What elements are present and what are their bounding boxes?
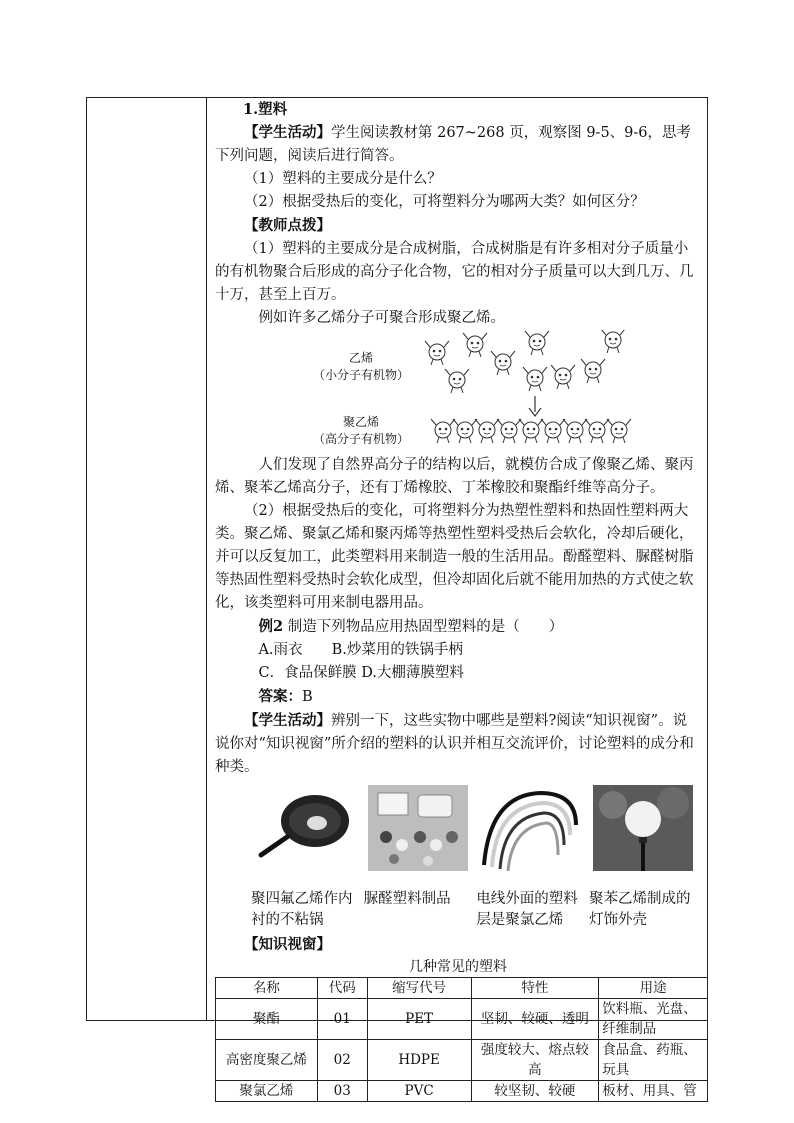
example-label: 例2 xyxy=(258,618,284,635)
example-question: 例2 制造下列物品应用热固型塑料的是（ ） xyxy=(258,618,564,635)
table-header: 名称 xyxy=(216,978,318,999)
table-title: 几种常见的塑料 xyxy=(409,959,507,975)
lesson-content xyxy=(208,98,707,1102)
teacher-paragraph-1: （1）塑料的主要成分是合成树脂，合成树脂是有许多相对分子质量小的有机物聚合后形成的高分子化合物，它的相对分子质量可以大到几万、几十万，甚至上百万。 xyxy=(215,241,694,303)
plastics-table xyxy=(215,977,708,1102)
wire-photo xyxy=(480,785,580,871)
molecule-illustration xyxy=(413,330,653,454)
figure-caption: 聚苯乙烯制成的灯饰外壳 xyxy=(588,891,691,928)
activity2-tag: 【学生活动】 xyxy=(244,712,331,729)
teacher-tag: 【教师点拨】 xyxy=(244,217,331,234)
polymer-label xyxy=(311,414,411,448)
paragraph-3: 人们发现了自然界高分子的结构以后，就模仿合成了像聚乙烯、聚丙烯、聚苯乙烯高分子，还有丁烯橡胶、丁苯橡胶和聚酯纤维等高分子。 xyxy=(215,457,694,496)
example-options-cd: C．食品保鲜膜 D.大棚薄膜塑料 xyxy=(258,665,464,681)
activity1-paragraph xyxy=(215,121,701,168)
figure-wire xyxy=(476,785,584,931)
example-answer: 答案：B xyxy=(258,688,313,705)
photo-row xyxy=(215,779,701,931)
table-row: 高密度聚乙烯 02 HDPE 强度较大、熔点较高 食品盒、药瓶、玩具 xyxy=(216,1040,708,1081)
monomer-label xyxy=(311,350,411,384)
lesson-table-frame xyxy=(86,97,708,1099)
question-1: （1）塑料的主要成分是什么？ xyxy=(244,171,442,187)
paragraph-4: （2）根据受热后的变化，可将塑料分为热塑性塑料和热固性塑料两大类。聚乙烯、聚氯乙烯和聚丙烯等热塑性塑料受热后会软化，冷却后硬化，并可以反复加工，此类塑料用来制造一般的生活用品。酚醛塑料、脲醛树脂等热固性塑料受热时会软化成型，但冷却固化后就不能用加热的方式使之软化，该类塑料可用来制电器用品。 xyxy=(215,503,694,611)
polymer-note: （高分子有机物） xyxy=(312,432,409,446)
figure-caption: 电线外面的塑料层是聚氯乙烯 xyxy=(476,891,578,928)
figure-caption: 脲醛塑料制品 xyxy=(363,891,451,907)
figure-lamp xyxy=(589,785,697,931)
section-title: 1.塑料 xyxy=(243,101,288,118)
example-options-ab: A.雨衣 B.炒菜用的铁锅手柄 xyxy=(258,642,463,658)
monomer-name: 乙烯 xyxy=(348,351,373,365)
urea-plastic-photo xyxy=(368,785,468,871)
table-row: 聚氯乙烯 03 PVC 较坚韧、较硬 板材、用具、管 xyxy=(216,1081,708,1102)
monomer-note: （小分子有机物） xyxy=(312,368,409,382)
figure-caption: 聚四氟乙烯作内衬的不粘锅 xyxy=(251,891,353,928)
question-2: （2）根据受热后的变化，可将塑料分为哪两大类？如何区分？ xyxy=(244,194,645,210)
nonstick-pan-photo xyxy=(255,785,355,871)
activity1-text: 学生阅读教材第 267~268 页，观察图 9-5、9-6，思考下列问题，阅读后进行简答。 xyxy=(215,125,692,164)
table-header-row xyxy=(216,978,708,999)
teacher-paragraph-2: 例如许多乙烯分子可聚合形成聚乙烯。 xyxy=(258,310,505,326)
table-header: 代码 xyxy=(317,978,367,999)
knowledge-tag: 【知识视窗】 xyxy=(244,936,331,953)
table-header: 特性 xyxy=(471,978,599,999)
table-header: 用途 xyxy=(599,978,708,999)
activity2-paragraph: 【学生活动】辨别一下，这些实物中哪些是塑料?阅读“知识视窗”。说说你对“知识视窗”所介绍的塑料的认识并相互交流评价，讨论塑料的成分和种类。 xyxy=(215,712,694,775)
polymerization-diagram xyxy=(215,330,701,454)
left-column xyxy=(87,98,207,1020)
activity1-tag: 【学生活动】 xyxy=(244,124,331,141)
figure-urea-products xyxy=(364,785,472,931)
polymer-name: 聚乙烯 xyxy=(342,415,379,429)
figure-pan xyxy=(251,785,359,931)
table-header: 缩写代号 xyxy=(367,978,471,999)
table-row: 聚酯 01 PET 坚韧、较硬、透明 饮料瓶、光盘、纤维制品 xyxy=(216,999,708,1040)
lamp-photo xyxy=(593,785,693,871)
